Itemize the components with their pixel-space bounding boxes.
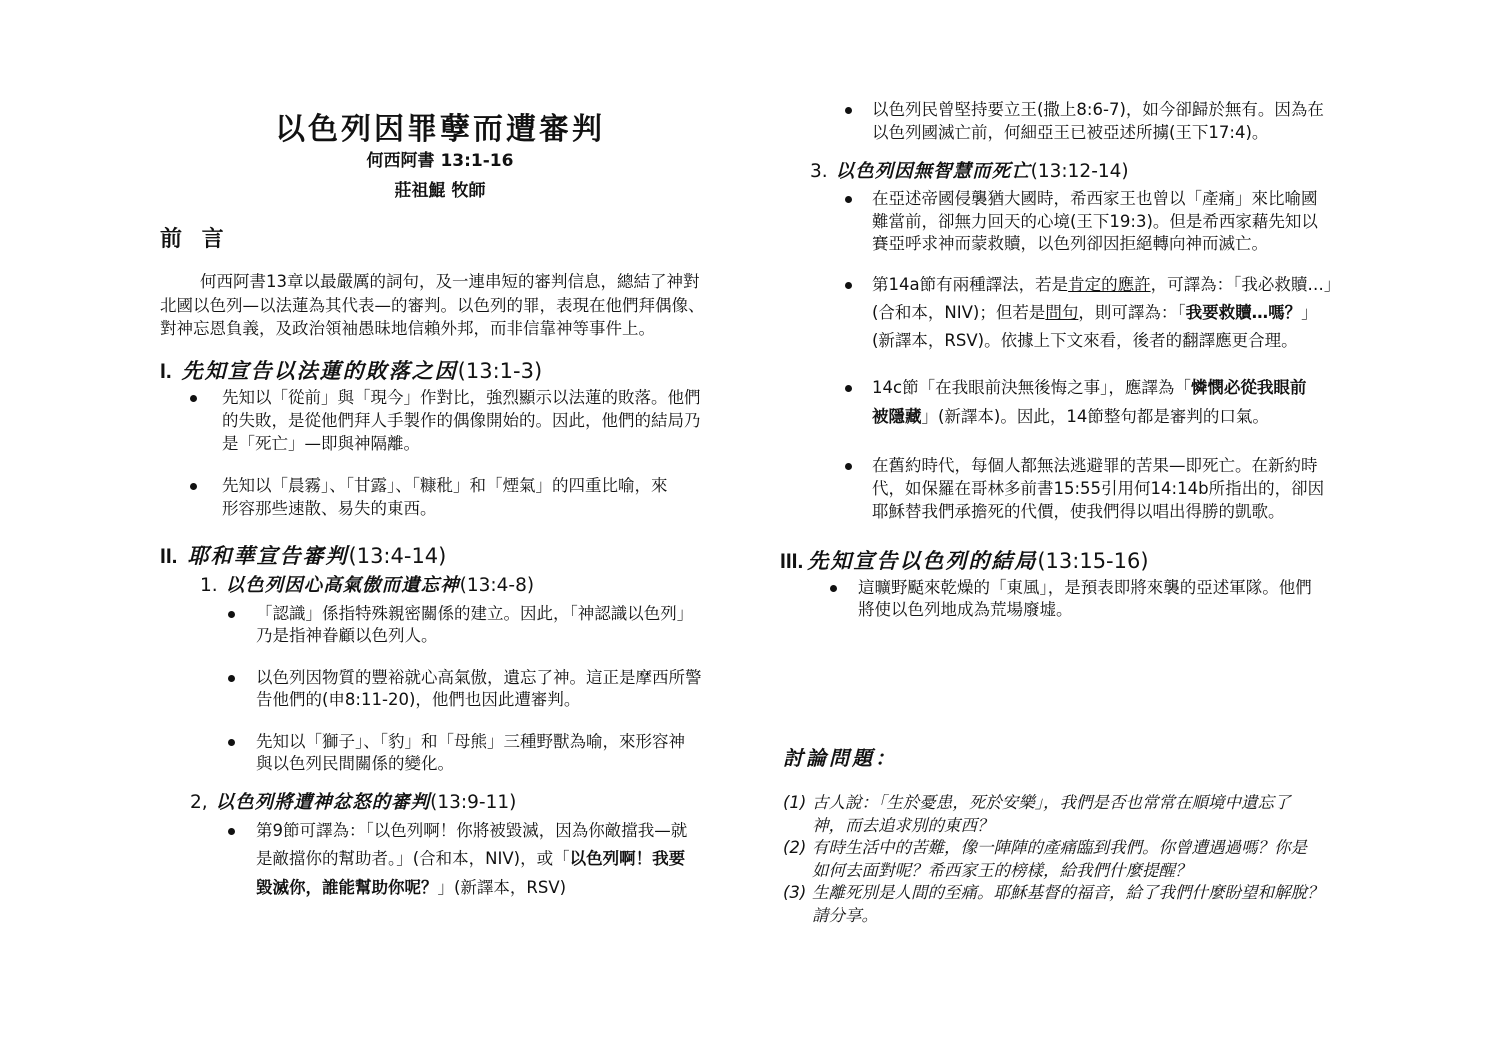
- bullet-icon: [228, 675, 235, 682]
- bullet-icon: [228, 828, 235, 835]
- bullet-line: 將使以色列地成為荒場廢墟。: [858, 600, 1073, 619]
- question-number: (2): [783, 838, 807, 857]
- bullet-line: 賽亞呼求神而蒙救贖，以色列卻因拒絕轉向神而滅亡。: [872, 234, 1268, 253]
- bullet-line: 代，如保羅在哥林多前書15:55引用何14:14b所指出的，卻因: [872, 479, 1325, 498]
- bullet-line: 在舊約時代，每個人都無法逃避罪的苦果—即死亡。在新約時: [872, 456, 1318, 475]
- bold-segment: 憐憫必從我眼前: [1190, 378, 1307, 397]
- subsection-title: 以色列將遭神忿怒的審判: [215, 792, 431, 813]
- discussion-heading: 討論問題：: [783, 746, 898, 770]
- section-title: 先知宣告以色列的結局: [807, 548, 1038, 573]
- bullet-icon: [845, 282, 852, 289]
- text-segment: 第14a節有兩種譯法，若是: [872, 275, 1069, 294]
- bold-segment: 我要救贖…嗎？: [1185, 303, 1302, 322]
- section-heading-1: [160, 358, 542, 385]
- bullet-icon: [190, 395, 197, 402]
- section-title: 先知宣告以法蓮的敗落之因: [181, 358, 458, 383]
- text-segment: 14c節「在我眼前決無後悔之事」，應譯為「: [872, 378, 1191, 397]
- bullet-line: 的失敗，是從他們拜人手製作的偶像開始的。因此，他們的結局乃: [222, 411, 701, 430]
- question-number: (1): [783, 793, 807, 812]
- section-ref: (13:15-16): [1037, 549, 1149, 573]
- section-heading-3: [780, 548, 1149, 575]
- bullet-icon: [845, 385, 852, 392]
- subsection-ref: (13:9-11): [430, 792, 517, 813]
- section-heading-2: [160, 543, 446, 570]
- bullet-line: 這曠野颳來乾燥的「東風」，是預表即將來襲的亞述軍隊。他們: [858, 578, 1312, 597]
- subsection-number: 1.: [200, 575, 218, 596]
- bullet-line: [872, 275, 1340, 295]
- intro-line: 對神忘恩負義，及政治領袖愚昧地信賴外邦，而非信靠神等事件上。: [160, 319, 655, 338]
- bullet-line: 「認識」係指特殊親密關係的建立。因此，「神認識以色列」: [256, 604, 694, 623]
- chapter-ref: 13:1-16: [440, 151, 514, 171]
- subsection-heading-1: [200, 574, 534, 598]
- bullet-line: 先知以「獅子」、「豹」和「母熊」三種野獸為喻，來形容神: [256, 732, 685, 751]
- bold-segment: 毀滅你，誰能幫助你呢？: [256, 878, 438, 897]
- bullet-line: (新譯本，RSV)。依據上下文來看，後者的翻譯應更合理。: [872, 331, 1298, 350]
- bold-segment: 以色列啊！我要: [569, 849, 686, 868]
- subsection-title: 以色列因無智慧而死亡: [835, 161, 1031, 182]
- bullet-icon: [845, 107, 852, 114]
- bullet-line: [872, 303, 1318, 323]
- section-ref: (13:4-14): [348, 544, 447, 568]
- bullet-icon: [228, 739, 235, 746]
- subsection-heading-3: [810, 160, 1129, 184]
- section-ref: (13:1-3): [457, 359, 543, 383]
- subsection-ref: (13:4-8): [459, 575, 535, 596]
- bullet-line: [256, 849, 685, 869]
- text-segment: 」: [1301, 303, 1318, 322]
- bullet-icon: [845, 463, 852, 470]
- underlined-segment: 肯定的應許: [1068, 275, 1151, 294]
- section-number: I.: [160, 360, 172, 383]
- bullet-line: 以色列國滅亡前，何細亞王已被亞述所擄(王下17:4)。: [872, 123, 1269, 142]
- text-segment: 」(新譯本)。因此，14節整句都是審判的口氣。: [921, 407, 1269, 426]
- bullet-icon: [190, 483, 197, 490]
- text-segment: 」(新譯本，RSV): [437, 878, 567, 897]
- scripture-reference: [240, 146, 640, 171]
- bullet-line: [872, 378, 1306, 398]
- bullet-line: 與以色列民間關係的變化。: [256, 754, 454, 773]
- text-segment: ，可譯為：「我必救贖…」: [1150, 275, 1341, 294]
- bullet-line: [256, 878, 566, 898]
- bullet-line: 以色列因物質的豐裕就心高氣傲，遺忘了神。這正是摩西所警: [256, 668, 702, 687]
- bullet-line: 先知以「晨霧」、「甘露」、「糠秕」和「煙氣」的四重比喻，來: [222, 476, 668, 495]
- text-segment: ，則可譯為：「: [1078, 303, 1186, 322]
- subsection-number: 2,: [190, 792, 208, 813]
- bullet-line: 以色列民曾堅持要立王(撒上8:6-7)，如今卻歸於無有。因為在: [872, 100, 1324, 119]
- subsection-number: 3.: [810, 161, 828, 182]
- intro-line: 何西阿書13章以最嚴厲的詞句，及一連串短的審判信息，總結了神對: [200, 272, 700, 291]
- subsection-ref: (13:12-14): [1030, 161, 1129, 182]
- bullet-line: 先知以「從前」與「現今」作對比，強烈顯示以法蓮的敗落。他們: [222, 388, 701, 407]
- question-line: 古人說：「生於憂患，死於安樂」，我們是否也常常在順境中遺忘了: [812, 793, 1291, 812]
- subsection-heading-2: [190, 791, 516, 815]
- author: 莊祖鯤 牧師: [394, 181, 486, 201]
- section-number: II.: [160, 545, 178, 568]
- question-line: 如何去面對呢？希西家王的榜樣，給我們什麼提醒？: [812, 861, 1192, 880]
- bullet-line: 告他們的(申8:11-20)，他們也因此遭審判。: [256, 690, 581, 709]
- bullet-icon: [228, 611, 235, 618]
- bullet-line: 形容那些速散、易失的東西。: [222, 499, 437, 518]
- underlined-segment: 問句: [1045, 303, 1079, 322]
- bullet-line: 是「死亡」—即與神隔離。: [222, 434, 420, 453]
- section-number: III.: [780, 550, 804, 573]
- bullet-line: 難當前，卻無力回天的心境(王下19:3)。但是希西家藉先知以: [872, 212, 1318, 231]
- bullet-icon: [830, 585, 837, 592]
- text-segment: 是敵擋你的幫助者。」(合和本，NIV)，或「: [256, 849, 570, 868]
- intro-heading: 前 言: [160, 226, 230, 252]
- question-number: (3): [783, 883, 807, 902]
- book-name: 何西阿書: [366, 151, 435, 171]
- bullet-icon: [845, 196, 852, 203]
- question-line: 神，而去追求別的東西？: [812, 816, 994, 835]
- section-title: 耶和華宣告審判: [187, 543, 349, 568]
- bullet-line: 第9節可譯為：「以色列啊！你將被毀滅，因為你敵擋我—就: [256, 821, 688, 840]
- document-title: 以色列因罪孽而遭審判: [275, 112, 605, 147]
- question-line: 有時生活中的苦難，像一陣陣的產痛臨到我們。你曾遭遇過嗎？你是: [812, 838, 1307, 857]
- question-line: 生離死別是人間的至痛。耶穌基督的福音，給了我們什麼盼望和解脫？: [812, 883, 1324, 902]
- intro-line: 北國以色列—以法蓮為其代表—的審判。以色列的罪，表現在他們拜偶像、: [160, 296, 705, 315]
- text-segment: (合和本，NIV)；但若是: [872, 303, 1046, 322]
- bold-segment: 被隱藏: [872, 407, 922, 426]
- question-line: 請分享。: [812, 906, 878, 925]
- bullet-line: 耶穌替我們承擔死的代價，使我們得以唱出得勝的凱歌。: [872, 502, 1285, 521]
- bullet-line: 在亞述帝國侵襲猶大國時，希西家王也曾以「產痛」來比喻國: [872, 189, 1318, 208]
- subsection-title: 以色列因心高氣傲而遺忘神: [225, 575, 460, 596]
- bullet-line: 乃是指神眷顧以色列人。: [256, 626, 438, 645]
- bullet-line: [872, 407, 1269, 427]
